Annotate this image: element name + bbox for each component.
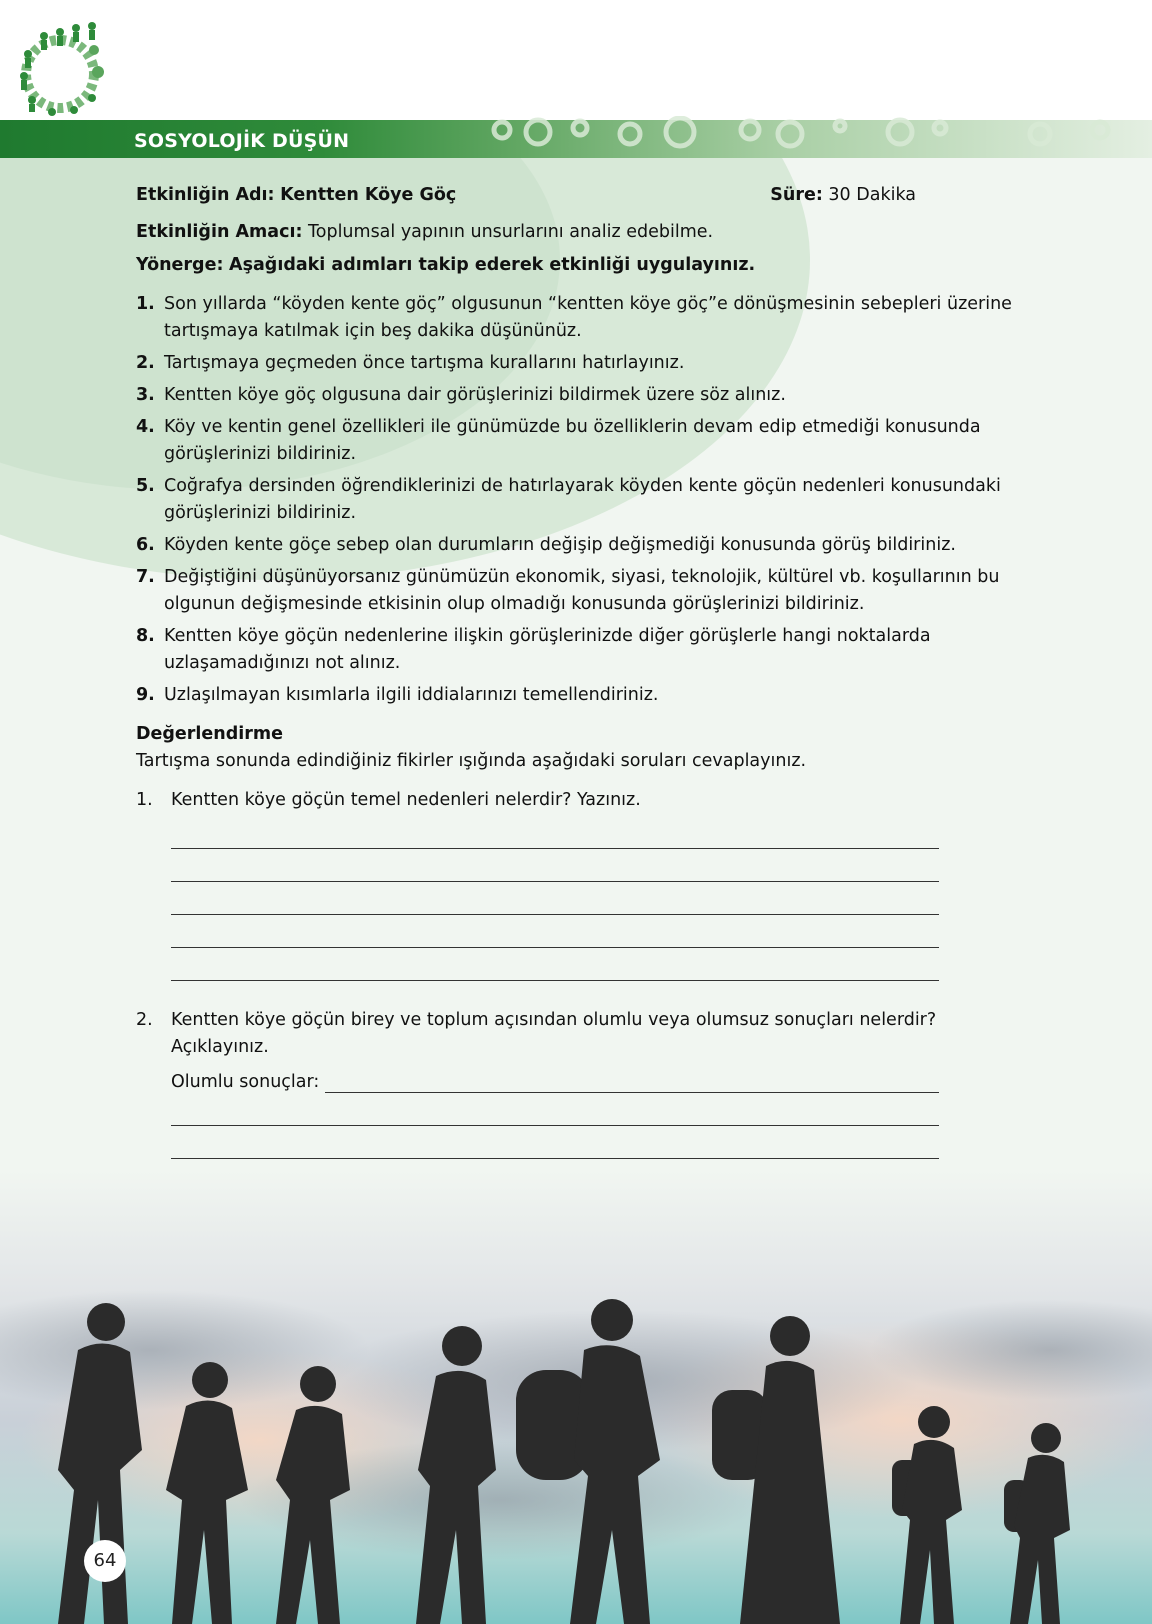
step-number: 5. (136, 476, 155, 496)
activity-name (136, 182, 456, 209)
step-number: 8. (136, 626, 155, 646)
step-text: Son yıllarda “köyden kente göç” olgusunun “kentten köye göç”e dönüşmesinin sebepleri üzerine tartışmaya katılmak için beş dakika düşününüz. (164, 294, 1012, 341)
question-2 (136, 1007, 1026, 1061)
activity-name-value: Kentten Köye Göç (280, 185, 457, 205)
activity-name-label: Etkinliğin Adı: (136, 185, 275, 205)
list-item (136, 473, 1026, 527)
step-number: 2. (136, 353, 155, 373)
question-number: 2. (136, 1010, 153, 1030)
step-text: Köyden kente göçe sebep olan durumların değişip değişmediği konusunda görüş bildiriniz. (164, 535, 956, 555)
goal-label: Etkinliğin Amacı: (136, 222, 303, 242)
answer-line[interactable] (171, 948, 939, 981)
step-number: 7. (136, 567, 155, 587)
instruction-value: Aşağıdaki adımları takip ederek etkinliği uygulayınız. (229, 255, 756, 275)
list-item (136, 350, 1026, 377)
gears-decoration-icon (480, 116, 1152, 160)
list-item (136, 291, 1026, 345)
answer-line[interactable] (325, 1070, 939, 1093)
instruction-label: Yönerge: (136, 255, 224, 275)
answer-line[interactable] (171, 849, 939, 882)
step-number: 1. (136, 294, 155, 314)
step-number: 9. (136, 685, 155, 705)
step-text: Değiştiğini düşünüyorsanız günümüzün ekonomik, siyasi, teknolojik, kültürel vb. koşullarının bu olgunun değişmesinde etkisinin olup olmadığı konusunda görüşlerinizi bildiriniz. (164, 567, 1000, 614)
step-text: Uzlaşılmayan kısımlarla ilgili iddialarınızı temellendiriniz. (164, 685, 659, 705)
answer-line[interactable] (171, 816, 939, 849)
positive-results-label: Olumlu sonuçlar: (171, 1072, 320, 1092)
walking-people-illustration (0, 1170, 1152, 1624)
step-number: 6. (136, 535, 155, 555)
top-margin (0, 0, 1152, 120)
answer-lines-q1 (171, 816, 939, 981)
step-text: Coğrafya dersinden öğrendiklerinizi de hatırlayarak köyden kente göçün nedenleri konusundaki görüşlerinizi bildiriniz. (164, 476, 1001, 523)
activity-header-row (136, 182, 1026, 209)
list-item (136, 564, 1026, 618)
goal-value: Toplumsal yapının unsurlarını analiz edebilme. (308, 222, 714, 242)
page-number: 64 (84, 1540, 126, 1582)
activity-instruction (136, 252, 1026, 279)
answer-line[interactable] (171, 882, 939, 915)
step-text: Tartışmaya geçmeden önce tartışma kurallarını hatırlayınız. (164, 353, 685, 373)
list-item (136, 532, 1026, 559)
steps-list (136, 291, 1026, 709)
question-1 (136, 787, 1026, 814)
people-ring-logo-icon (14, 14, 108, 124)
list-item (136, 682, 1026, 709)
evaluation-heading: Değerlendirme (136, 724, 284, 744)
activity-content (136, 182, 1026, 1257)
list-item (136, 623, 1026, 677)
step-text: Kentten köye göçün nedenlerine ilişkin görüşlerinizde diğer görüşlerle hangi noktalarda uzlaşamadığınızı not alınız. (164, 626, 931, 673)
answer-line[interactable] (171, 1126, 939, 1159)
duration-label: Süre: (770, 185, 823, 205)
positive-results-row (171, 1061, 939, 1093)
activity-goal (136, 219, 1026, 246)
step-text: Kentten köye göç olgusuna dair görüşlerinizi bildirmek üzere söz alınız. (164, 385, 786, 405)
step-number: 4. (136, 417, 155, 437)
step-text: Köy ve kentin genel özellikleri ile günümüzde bu özelliklerin devam edip etmediği konusunda görüşlerinizi bildiriniz. (164, 417, 981, 464)
list-item (136, 382, 1026, 409)
evaluation-intro: Tartışma sonunda edindiğiniz fikirler ışığında aşağıdaki soruları cevaplayınız. (136, 751, 807, 771)
question-text: Kentten köye göçün birey ve toplum açısından olumlu veya olumsuz sonuçları nelerdir? Açıklayınız. (171, 1010, 937, 1057)
activity-duration (770, 182, 916, 209)
list-item (136, 414, 1026, 468)
step-number: 3. (136, 385, 155, 405)
section-title: SOSYOLOJİK DÜŞÜN (134, 130, 350, 152)
answer-line[interactable] (171, 1093, 939, 1126)
answer-line[interactable] (171, 915, 939, 948)
duration-value: 30 Dakika (828, 185, 916, 205)
question-number: 1. (136, 790, 153, 810)
question-text: Kentten köye göçün temel nedenleri nelerdir? Yazınız. (171, 790, 641, 810)
